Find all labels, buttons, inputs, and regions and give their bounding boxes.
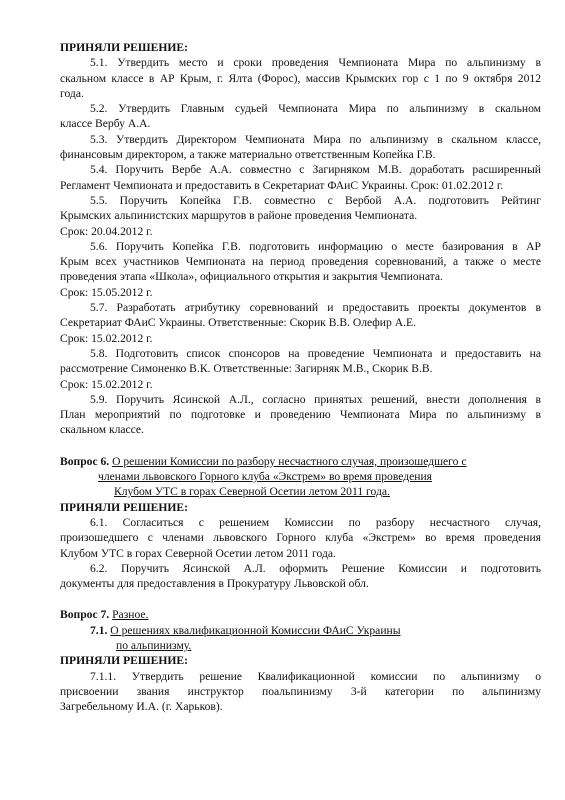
decision-item-6-2: 6.2. Поручить Ясинской А.Л. оформить Решение Комиссии и подготовить документы для предоставления в Прокуратуру Львовской обл. [60,561,541,591]
question-7 [60,607,541,714]
question-7-title: Вопрос 7. Разное. [60,608,149,622]
decision-heading: ПРИНЯЛИ РЕШЕНИЕ: [60,41,188,54]
question-7-1-title: 7.1. О решениях квалификационной Комиссии ФАиС Украины [90,623,401,637]
decision-item-5-5: 5.5. Поручить Копейка Г.В. совместно с Вербой А.А. подготовить Рейтинг Крымских альпинистских маршрутов в районе проведения Чемпионата. Срок: 20.04.2012 г. [60,193,541,238]
spacer [60,591,541,607]
decision-item-5-6: 5.6. Поручить Копейка Г.В. подготовить информацию о месте базирования в АР Крым всех участников Чемпионата на период проведения соревнований, а также о месте проведения этапа «Школа», официального открытия и закрытия Чемпионата. Срок: 15.05.2012 г. [60,239,541,299]
question-7-1-label: 7.1. [90,623,108,637]
decision-item-5-8: 5.8. Подготовить список спонсоров на проведение Чемпионата и предоставить на рассмотрение Симоненко В.К. Ответственные: Загирняк М.В., Скорик В.В. Срок: 15.02.2012 г. [60,346,541,391]
decision-item-5-2: 5.2. Утвердить Главным судьей Чемпионата Мира по альпинизму в скальном классе Вербу А.А. [60,102,541,131]
question-7-1-title-line2: по альпинизму. [116,638,192,652]
question-7-label: Вопрос 7. [60,608,110,622]
decision-item-5-4: 5.4. Поручить Вербе А.А. совместно с Загирняком М.В. доработать расширенный Регламент Чемпионата и предоставить в Секретариат ФАиС Украины. Срок: 01.02.2012 г. [60,163,541,192]
decision-item-5-9: 5.9. Поручить Ясинской А.Л., согласно принятых решений, внести дополнения в План мероприятий по подготовке и проведению Чемпионата Мира по альпинизму в скальном классе. [60,392,541,437]
decision-item-5-7: 5.7. Разработать атрибутику соревнований и предоставить проекты документов в Секретариат ФАиС Украины. Ответственные: Скорик В.В. Олефир А.Е. Срок: 15.02.2012 г. [60,301,541,345]
question-6-label: Вопрос 6. [60,454,110,468]
decision-list [60,55,541,437]
spacer [60,438,541,454]
question-7-decision-heading: ПРИНЯЛИ РЕШЕНИЕ: [60,654,188,668]
decision-item-6-1: 6.1. Согласиться с решением Комиссии по разбору несчастного случая, произошедшего с членами львовского Горного клуба «Экстрем» во время проведения Клубом УТС в горах Северной Осетии летом 2011 года. [60,515,541,560]
decision-item-5-1: 5.1. Утвердить место и сроки проведения Чемпионата Мира по альпинизму в скальном классе в АР Крым, г. Ялта (Форос), массив Крымских гор с 1 по 9 октября 2012 года. [60,56,541,100]
question-6: Вопрос 6. О решении Комиссии по разбору несчастного случая, произошедшего с членами львовского Горного клуба «Экстрем» во время проведения Клубом УТС в горах Северной Осетии летом 2011 года. ПРИНЯЛИ РЕШЕНИЕ: 6.1. Согласиться с решением Комиссии по разбору несчастного случая, произошедшего с членами львовского Горного клуба «Экстрем» во время проведения Клубом УТС в горах Северной Осетии летом 2011 года. 6.2. Поручить Ясинской А.Л. оформить Решение Комиссии и подготовить документы для предоставления в Прокуратуру Львовской обл. [60,454,541,591]
decision-item-5-3: 5.3. Утвердить Директором Чемпионата Мира по альпинизму в скальном классе, финансовым директором, а также материально ответственным Копейка Г.В. [60,132,541,162]
decision-item-7-1-1: 7.1.1. Утвердить решение Квалификационной комиссии по альпинизму о присвоении звания инструктор поальпинизму 3-й категории по альпинизму Загребельному И.А. (г. Харьков). [60,669,541,714]
question-6-decision-heading: ПРИНЯЛИ РЕШЕНИЕ: [60,500,188,514]
question-6-title-line3: Клубом УТС в горах Северной Осетии летом 2011 года. [114,485,390,499]
question-6-title: Вопрос 6. О решении Комиссии по разбору несчастного случая, произошедшего с [60,454,467,468]
